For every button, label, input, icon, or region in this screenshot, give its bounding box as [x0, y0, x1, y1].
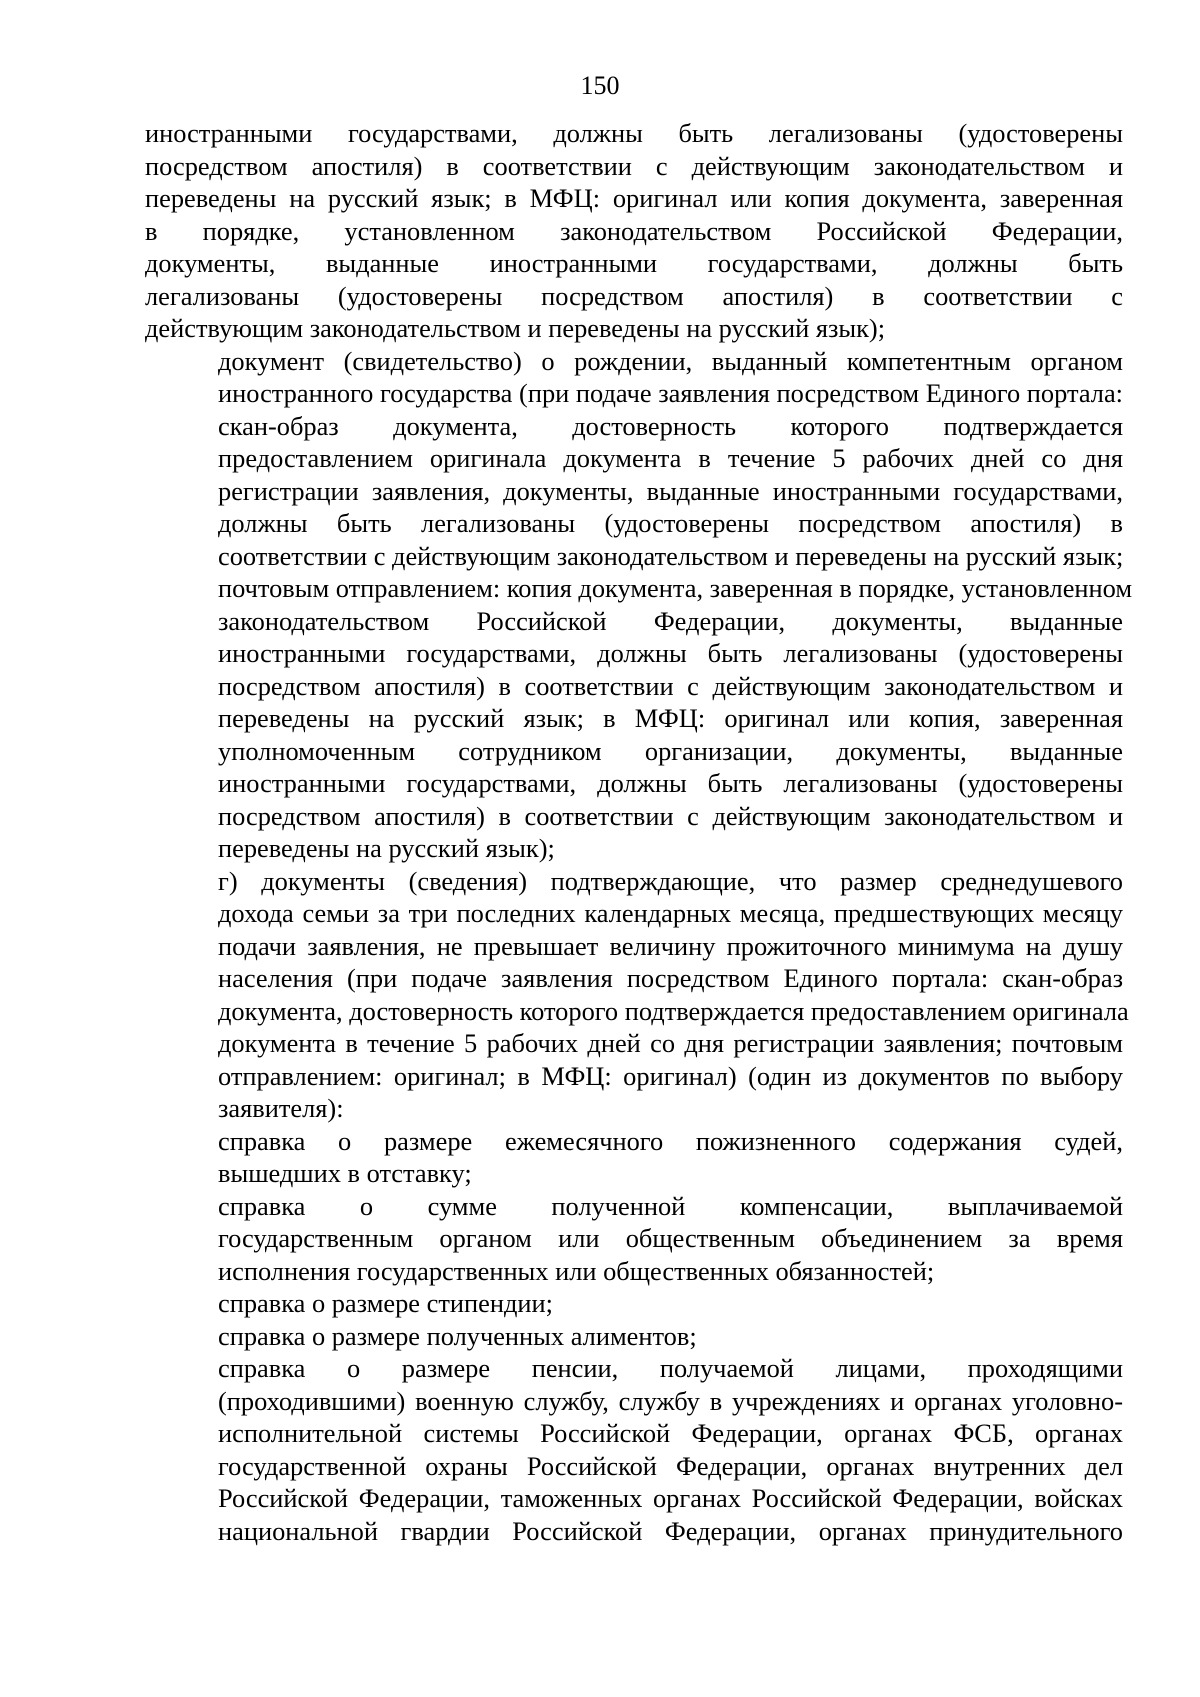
text-line: переведены на русский язык; в МФЦ: оригинал или копия, заверенная — [218, 703, 1123, 733]
text-line: законодательством Российской Федерации, документы, выданные — [218, 605, 1123, 636]
paragraph — [145, 117, 1123, 345]
text-line: легализованы (удостоверены посредством апостиля) в соответствии с — [145, 280, 1123, 311]
paragraph — [145, 345, 1133, 865]
text-line: г) документы (сведения) подтверждающие, что размер среднедушевого — [218, 865, 1123, 896]
text-line: государственным органом или общественным объединением за время — [218, 1223, 1123, 1253]
text-line: посредством апостиля) в соответствии с действующим законодательством и — [218, 800, 1123, 831]
text-line: документы, выданные иностранными государствами, должны быть — [145, 248, 1123, 278]
text-line: предоставлением оригинала документа в течение 5 рабочих дней со дня — [218, 443, 1123, 473]
text-line: (проходившими) военную службу, службу в учреждениях и органах уголовно- — [218, 1385, 1123, 1416]
paragraph — [145, 1125, 1123, 1190]
text-line: уполномоченным сотрудником организации, документы, выданные — [218, 735, 1123, 766]
text-line: переведены на русский язык; в МФЦ: оригинал или копия документа, заверенная — [145, 183, 1123, 213]
paragraph — [145, 1287, 1123, 1320]
text-line: исполнения государственных или общественных обязанностей; — [218, 1255, 935, 1286]
text-line: заявителя): — [218, 1093, 344, 1123]
page-number: 150 — [580, 71, 620, 100]
text-line: иностранными государствами, должны быть легализованы (удостоверены — [218, 638, 1123, 668]
text-line: отправлением: оригинал; в МФЦ: оригинал) (один из документов по выбору — [218, 1060, 1123, 1091]
text-line: государственной охраны Российской Федерации, органах внутренних дел — [218, 1450, 1123, 1481]
paragraph — [145, 1352, 1123, 1547]
text-line: скан-образ документа, достоверность которого подтверждается — [218, 410, 1123, 441]
text-line: соответствии с действующим законодательством и переведены на русский язык; — [218, 540, 1124, 571]
text-line: документ (свидетельство) о рождении, выданный компетентным органом — [218, 345, 1123, 376]
text-line: вышедших в отставку; — [218, 1158, 472, 1188]
text-line: подачи заявления, не превышает величину прожиточного минимума на душу — [218, 930, 1123, 961]
document-body — [145, 117, 1133, 1547]
text-line: в порядке, установленном законодательством Российской Федерации, — [145, 215, 1123, 246]
text-line: справка о размере пенсии, получаемой лицами, проходящими — [218, 1353, 1123, 1383]
paragraph — [145, 865, 1129, 1125]
text-line: справка о размере стипендии; — [218, 1288, 553, 1318]
text-line: документа, достоверность которого подтверждается предоставлением оригинала — [218, 995, 1129, 1026]
text-line: дохода семьи за три последних календарных месяца, предшествующих месяцу — [218, 898, 1123, 928]
text-line: переведены на русский язык); — [218, 833, 555, 863]
text-line: исполнительной системы Российской Федерации, органах ФСБ, органах — [218, 1418, 1123, 1448]
text-line: посредством апостиля) в соответствии с действующим законодательством и — [218, 670, 1123, 701]
text-line: иностранными государствами, должны быть легализованы (удостоверены — [218, 768, 1123, 798]
text-line: посредством апостиля) в соответствии с действующим законодательством и — [145, 150, 1123, 181]
paragraph — [145, 1190, 1123, 1288]
text-line: национальной гвардии Российской Федерации, органах принудительного — [218, 1515, 1123, 1546]
text-line: документа в течение 5 рабочих дней со дня регистрации заявления; почтовым — [218, 1028, 1123, 1058]
text-line: населения (при подаче заявления посредством Единого портала: скан-образ — [218, 963, 1123, 993]
text-line: Российской Федерации, таможенных органах Российской Федерации, войсках — [218, 1483, 1123, 1513]
text-line: иностранными государствами, должны быть легализованы (удостоверены — [145, 118, 1123, 148]
text-line: справка о размере ежемесячного пожизненного содержания судей, — [218, 1125, 1123, 1156]
text-line: регистрации заявления, документы, выданные иностранными государствами, — [218, 475, 1123, 506]
text-line: справка о размере полученных алиментов; — [218, 1320, 697, 1351]
text-line: действующим законодательством и переведены на русский язык); — [145, 313, 886, 343]
text-line: должны быть легализованы (удостоверены посредством апостиля) в — [218, 508, 1123, 538]
text-line: почтовым отправлением: копия документа, заверенная в порядке, установленном — [218, 573, 1133, 603]
text-line: иностранного государства (при подаче заявления посредством Единого портала: — [218, 378, 1123, 408]
text-line: справка о сумме полученной компенсации, выплачиваемой — [218, 1190, 1123, 1221]
paragraph — [145, 1320, 1123, 1353]
